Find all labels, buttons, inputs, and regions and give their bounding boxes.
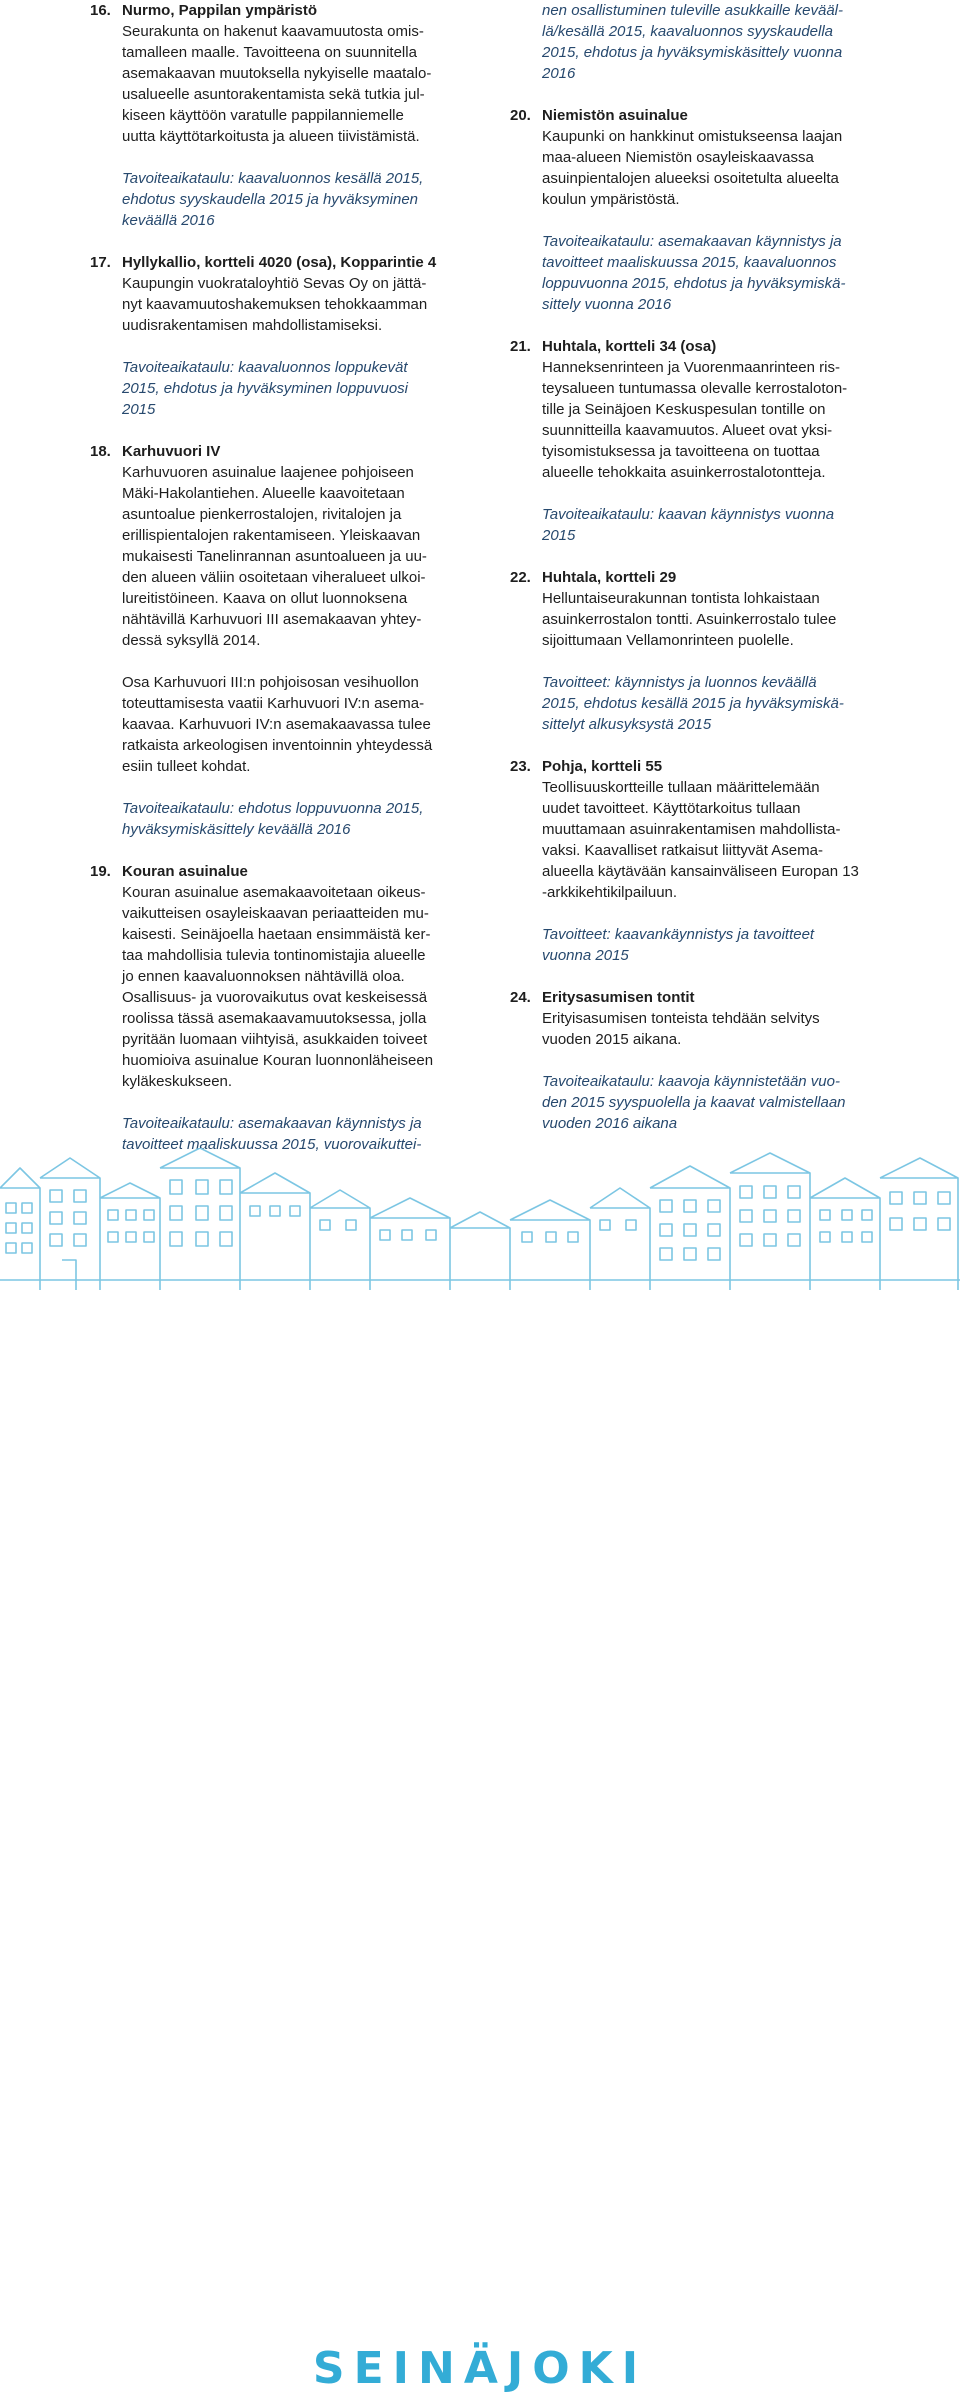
text-line: tamalleen maalle. Tavoitteena on suunnitella: [122, 44, 417, 61]
spacer: [122, 777, 450, 798]
item-paragraph: [122, 672, 450, 777]
text-line: Teollisuuskortteille tullaan määrittelemään: [542, 779, 820, 796]
item-number: 22.: [510, 569, 531, 586]
text-line: sittely vuonna 2016: [542, 296, 672, 313]
spacer: [122, 651, 450, 672]
seinajoki-logo: SEINÄJOKI: [312, 2343, 648, 2394]
text-line: den alueen väliin osoitetaan viheralueet ulkoi-: [122, 569, 426, 586]
spacer: [510, 546, 872, 567]
item-paragraph: [122, 273, 450, 336]
text-line: sijoittumaan Vellamonrinteen puolelle.: [542, 632, 794, 649]
text-line: vuoden 2016 aikana: [542, 1115, 678, 1132]
plan-item-24: [510, 987, 872, 1134]
text-line: kaisesti. Seinäjoella haetaan ensimmäistä ker-: [122, 926, 431, 943]
text-line: alueella käytävään kansainväliseen Europan 13: [542, 863, 859, 880]
text-line: Tavoiteaikataulu: asemakaavan käynnistys ja: [122, 1115, 422, 1132]
left-column: [90, 0, 450, 1155]
item-heading: Karhuvuori IV: [122, 443, 221, 460]
spacer: [510, 735, 872, 756]
text-line: alueelle tehokkaita asuinkerrostalotontteja.: [542, 464, 826, 481]
text-line: nen osallistuminen tuleville asukkaille kevääl-: [542, 2, 843, 19]
plan-item-18: [90, 441, 450, 840]
spacer: [90, 840, 450, 861]
text-line: usalueelle asuntorakentamista sekä tutkia jul-: [122, 86, 425, 103]
text-line: tavoitteet maaliskuussa 2015, vuorovaikuttei-: [122, 1136, 422, 1153]
text-line: asuinpientalojen alueeksi osoitetulta alueelta: [542, 170, 839, 187]
text-line: Mäki-Hakolantiehen. Alueelle kaavoitetaan: [122, 485, 405, 502]
text-line: lureitistöineen. Kaava on ollut luonnoksena: [122, 590, 408, 607]
text-line: Hanneksenrinteen ja Vuorenmaanrinteen ris-: [542, 359, 840, 376]
text-line: Tavoiteaikataulu: kaavaluonnos loppukevät: [122, 359, 408, 376]
text-line: uudisrakentamisen mahdollistamiseksi.: [122, 317, 383, 334]
text-line: lä/kesällä 2015, kaavaluonnos syyskaudella: [542, 23, 834, 40]
plan-item-20: [510, 105, 872, 315]
item-timetable: [542, 231, 872, 315]
item-paragraph: [542, 777, 872, 903]
spacer: [542, 210, 872, 231]
item-heading: Pohja, kortteli 55: [542, 758, 663, 775]
text-line: Kaupunki on hankkinut omistukseensa laajan: [542, 128, 843, 145]
item-timetable: [542, 0, 872, 84]
text-line: 2015: [542, 527, 576, 544]
item-paragraph: [122, 462, 450, 651]
text-line: taa mahdollisia tulevia tontinomistajia alueelle: [122, 947, 426, 964]
spacer: [90, 420, 450, 441]
text-line: Tavoiteaikataulu: asemakaavan käynnistys ja: [542, 233, 842, 250]
right-column: [510, 0, 872, 1134]
text-line: nähtävillä Karhuvuori III asemakaavan yhtey-: [122, 611, 422, 628]
text-line: tyisomistuksessa ja tavoitteena on tuottaa: [542, 443, 820, 460]
item-heading: Nurmo, Pappilan ympäristö: [122, 2, 318, 19]
item-number: 19.: [90, 863, 111, 880]
text-line: 2015, ehdotus ja hyväksyminen loppuvuosi: [122, 380, 409, 397]
text-line: koulun ympäristöstä.: [542, 191, 680, 208]
spacer: [510, 966, 872, 987]
text-line: roolissa tässä asemakaavamuutoksessa, jolla: [122, 1010, 427, 1027]
item-paragraph: [542, 588, 872, 651]
plan-item-21: [510, 336, 872, 546]
spacer: [510, 84, 872, 105]
text-line: pyritään luomaan viihtyisä, asukkaiden toiveet: [122, 1031, 428, 1048]
text-line: 2015, ehdotus kesällä 2015 ja hyväksymiskä-: [542, 695, 844, 712]
town-sketch-graphic: [0, 1148, 960, 1290]
item-paragraph: [542, 357, 872, 483]
text-line: teysalueen tuntumassa olevalle kerrostaloton-: [542, 380, 848, 397]
text-line: Osallisuus- ja vuorovaikutus ovat keskeisessä: [122, 989, 428, 1006]
text-line: Erityisasumisen tonteista tehdään selvitys: [542, 1010, 820, 1027]
text-line: ehdotus syyskaudella 2015 ja hyväksyminen: [122, 191, 419, 208]
text-line: kyläkeskukseen.: [122, 1073, 233, 1090]
item-paragraph: [122, 882, 450, 1092]
text-line: suunnitteilla kaavamuutos. Alueet ovat yksi-: [542, 422, 833, 439]
item-number: 17.: [90, 254, 111, 271]
item-heading: Niemistön asuinalue: [542, 107, 688, 124]
text-line: Tavoitteet: kaavankäynnistys ja tavoitteet: [542, 926, 815, 943]
text-line: loppuvuonna 2015, ehdotus ja hyväksymiskä-: [542, 275, 846, 292]
text-line: asuinkerrostalon tontti. Asuinkerrostalo tulee: [542, 611, 837, 628]
text-line: Tavoiteaikataulu: kaavan käynnistys vuonna: [542, 506, 835, 523]
spacer: [542, 903, 872, 924]
text-line: asemakaavan muutoksella nykyiselle maatalo-: [122, 65, 432, 82]
text-line: maa-alueen Niemistön osayleiskaavassa: [542, 149, 814, 166]
text-line: Karhuvuoren asuinalue laajenee pohjoiseen: [122, 464, 414, 481]
spacer: [90, 231, 450, 252]
plan-item-23: [510, 756, 872, 966]
text-line: mukaisesti Tanelinrannan asuntoalueen ja uu-: [122, 548, 427, 565]
item-timetable: [122, 357, 450, 420]
spacer: [510, 315, 872, 336]
item-timetable: [122, 798, 450, 840]
item-heading: Eritysasumisen tontit: [542, 989, 695, 1006]
text-line: uutta käyttötarkoitusta ja alueen tiivistämistä.: [122, 128, 420, 145]
item-heading: Kouran asuinalue: [122, 863, 248, 880]
text-line: 2016: [542, 65, 576, 82]
text-line: vaikutteisen osayleiskaavan periaatteiden mu-: [122, 905, 429, 922]
text-line: Tavoiteaikataulu: kaavaluonnos kesällä 2015,: [122, 170, 424, 187]
text-line: -arkkikehtikilpailuun.: [542, 884, 678, 901]
spacer: [122, 336, 450, 357]
text-line: huomioiva asuinalue Kouran luonnonläheiseen: [122, 1052, 434, 1069]
item-heading: Huhtala, kortteli 29: [542, 569, 677, 586]
item-number: 16.: [90, 2, 111, 19]
text-line: asuntoalue pienkerrostalojen, rivitalojen ja: [122, 506, 402, 523]
spacer: [122, 147, 450, 168]
text-line: Seurakunta on hakenut kaavamuutosta omis-: [122, 23, 424, 40]
item-number: 23.: [510, 758, 531, 775]
item-number: 21.: [510, 338, 531, 355]
text-line: tavoitteet maaliskuussa 2015, kaavaluonnos: [542, 254, 837, 271]
text-line: toteuttamisesta vaatii Karhuvuori IV:n asema-: [122, 695, 425, 712]
text-line: Osa Karhuvuori III:n pohjoisosan vesihuollon: [122, 674, 419, 691]
text-line: ratkaista arkeologisen inventoinnin yhteydessä: [122, 737, 433, 754]
text-line: vaksi. Kaavalliset ratkaisut liittyvät Asema-: [542, 842, 823, 859]
text-line: kiseen käyttöön varatulle pappilanniemelle: [122, 107, 404, 124]
text-line: Tavoiteaikataulu: ehdotus loppuvuonna 2015,: [122, 800, 424, 817]
spacer: [542, 483, 872, 504]
item-number: 24.: [510, 989, 531, 1006]
text-line: Helluntaiseurakunnan tontista lohkaistaan: [542, 590, 820, 607]
text-line: esiin tulleet kohdat.: [122, 758, 251, 775]
item-timetable: [542, 1071, 872, 1134]
text-line: Tavoiteaikataulu: kaavoja käynnistetään vuo-: [542, 1073, 840, 1090]
item-timetable: [542, 504, 872, 546]
text-line: muuttamaan asuinrakentamisen mahdollista-: [542, 821, 841, 838]
item-paragraph: [122, 21, 450, 147]
plan-item-19-continuation: [510, 0, 872, 84]
footer-town-illustration: [0, 1148, 960, 2394]
item-timetable: [542, 672, 872, 735]
text-line: Tavoitteet: käynnistys ja luonnos keväällä: [542, 674, 817, 691]
item-heading: Huhtala, kortteli 34 (osa): [542, 338, 717, 355]
item-paragraph: [542, 126, 872, 210]
text-line: dessä syksyllä 2014.: [122, 632, 261, 649]
text-line: uudet tavoitteet. Käyttötarkoitus tullaan: [542, 800, 801, 817]
spacer: [542, 1050, 872, 1071]
item-heading: Hyllykallio, kortteli 4020 (osa), Kopparintie 4: [122, 254, 437, 271]
text-line: vuonna 2015: [542, 947, 629, 964]
text-line: tille ja Seinäjoen Keskuspesulan tontille on: [542, 401, 826, 418]
item-timetable: [542, 924, 872, 966]
text-line: 2015: [122, 401, 156, 418]
plan-item-17: [90, 252, 450, 420]
text-line: kaavaa. Karhuvuori IV:n asemakaavassa tulee: [122, 716, 431, 733]
text-line: keväällä 2016: [122, 212, 215, 229]
text-line: erillispientalojen rakentamiseen. Yleiskaavan: [122, 527, 421, 544]
plan-item-19: [90, 861, 450, 1155]
text-line: sittelyt alkusyksystä 2015: [542, 716, 712, 733]
item-number: 20.: [510, 107, 531, 124]
text-line: 2015, ehdotus ja hyväksymiskäsittely vuonna: [542, 44, 843, 61]
text-line: Kaupungin vuokrataloyhtiö Sevas Oy on jättä-: [122, 275, 427, 292]
item-paragraph: [542, 1008, 872, 1050]
item-number: 18.: [90, 443, 111, 460]
plan-item-22: [510, 567, 872, 735]
spacer: [122, 1092, 450, 1113]
item-timetable: [122, 168, 450, 231]
text-line: nyt kaavamuutoshakemuksen tehokkaamman: [122, 296, 428, 313]
text-line: den 2015 syyspuolella ja kaavat valmistellaan: [542, 1094, 846, 1111]
text-line: Kouran asuinalue asemakaavoitetaan oikeus-: [122, 884, 426, 901]
text-line: jo ennen kaavaluonnoksen nähtävillä oloa.: [122, 968, 405, 985]
plan-item-16: [90, 0, 450, 231]
spacer: [542, 651, 872, 672]
text-line: vuoden 2015 aikana.: [542, 1031, 682, 1048]
text-line: hyväksymiskäsittely keväällä 2016: [122, 821, 351, 838]
